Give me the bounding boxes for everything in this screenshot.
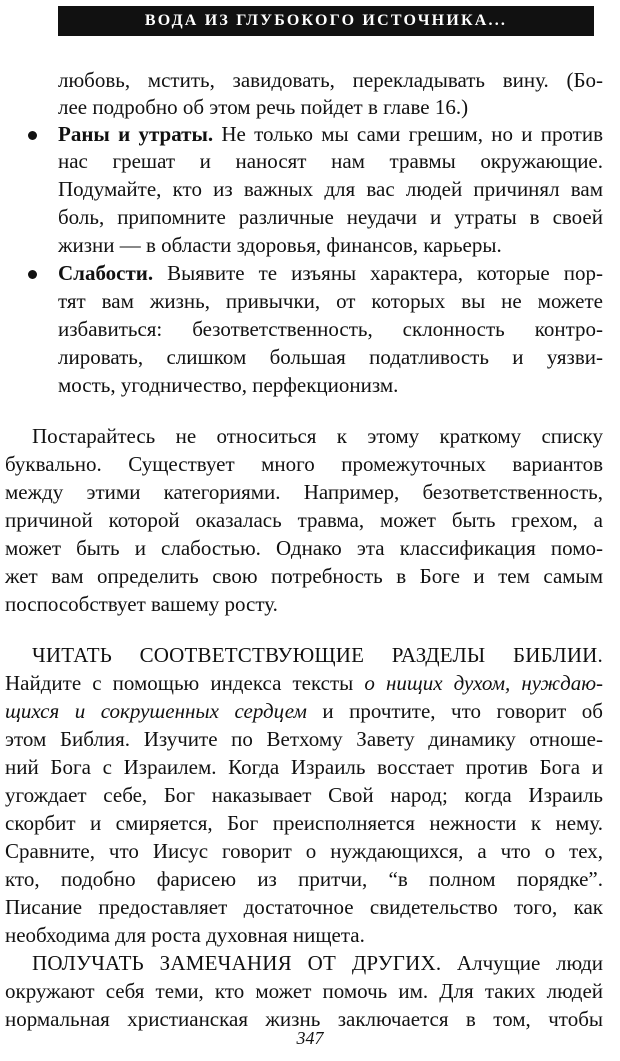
- page-number: 347: [296, 1028, 324, 1048]
- bullet-icon: [28, 270, 37, 279]
- paragraph-line: поспособствует вашему росту.: [5, 592, 278, 616]
- section-line: скорбит и смиряется, Бог преисполняется нежности к нему.: [5, 811, 603, 835]
- paragraph-line: жет вам определить свою потребность в Боге и тем самым: [5, 564, 603, 588]
- section-line: этом Библия. Изучите по Ветхому Завету динамику отноше-: [5, 727, 603, 751]
- section-heading: ПОЛУЧАТЬ ЗАМЕЧАНИЯ ОТ ДРУГИХ.: [32, 951, 442, 975]
- section-line: кто, подобно фарисею из притчи, “в полном порядке”.: [5, 867, 603, 891]
- section-line: окружают себя теми, кто может помочь им. Для таких людей: [5, 979, 603, 1003]
- bullet-line: боль, припомните различные неудачи и утраты в своей: [58, 205, 603, 229]
- section-line: нормальная христианская жизнь заключается в том, чтобы: [5, 1007, 603, 1031]
- bullet-term: Раны и утраты.: [58, 122, 214, 146]
- bullet-first-line: [58, 259, 603, 287]
- section-line: угождает себе, Бог наказывает Свой народ; когда Израиль: [5, 783, 603, 807]
- section-line: необходима для роста духовная нищета.: [5, 923, 365, 947]
- section-line: Писание предоставляет достаточное свидетельство того, как: [5, 895, 603, 919]
- section-italic-text: о нищих духом, нуждаю-: [364, 671, 603, 695]
- bullet-text: Выявите те изъяны характера, которые пор-: [153, 261, 603, 285]
- section-heading: ЧИТАТЬ СООТВЕТСТВУЮЩИЕ РАЗДЕЛЫ БИБЛИИ.: [32, 643, 603, 667]
- section-line: [5, 669, 603, 697]
- paragraph-line: может быть и слабостью. Однако эта классификация помо-: [5, 536, 603, 560]
- continuation-line: лее подробно об этом речь пойдет в главе 16.): [58, 95, 469, 119]
- bullet-term: Слабости.: [58, 261, 154, 285]
- bullet-text: Не только мы сами грешим, но и против: [213, 122, 604, 146]
- paragraph-line: Постарайтесь не относиться к этому краткому списку: [32, 424, 603, 448]
- section-line: Сравните, что Иисус говорит о нуждающихся, а что о тех,: [5, 839, 603, 863]
- bullet-line: мость, угодничество, перфекционизм.: [58, 373, 399, 397]
- section-text: Найдите с помощью индекса тексты: [5, 671, 365, 695]
- section-line: [5, 697, 603, 725]
- bullet-line: нас грешат и наносят нам травмы окружающие.: [58, 149, 603, 173]
- paragraph-line: между этими категориями. Например, безответственность,: [5, 480, 603, 504]
- section-text: и прочтите, что говорит об: [306, 699, 603, 723]
- bullet-line: лировать, слишком большая податливость и уязви-: [58, 345, 603, 369]
- bullet-line: тят вам жизнь, привычки, от которых вы не можете: [58, 289, 603, 313]
- paragraph-line: причиной которой оказалась травма, может быть грехом, а: [5, 508, 603, 532]
- running-head: ВОДА ИЗ ГЛУБОКОГО ИСТОЧНИКА...: [58, 6, 594, 36]
- bullet-first-line: [58, 120, 603, 148]
- paragraph-line: буквально. Существует много промежуточных вариантов: [5, 452, 603, 476]
- section-line: [32, 949, 603, 977]
- section-line: ний Бога с Израилем. Когда Израиль восстает против Бога и: [5, 755, 603, 779]
- bullet-line: жизни — в области здоровья, финансов, карьеры.: [58, 233, 502, 257]
- bullet-icon: [28, 131, 37, 140]
- section-text: Алчущие люди: [441, 951, 604, 975]
- section-italic-text: щихся и сокрушенных сердцем: [5, 699, 307, 723]
- bullet-line: избавиться: безответственность, склонность контро-: [58, 317, 603, 341]
- bullet-line: Подумайте, кто из важных для вас людей причинял вам: [58, 177, 603, 201]
- continuation-line: любовь, мстить, завидовать, перекладывать вину. (Бо-: [58, 68, 603, 92]
